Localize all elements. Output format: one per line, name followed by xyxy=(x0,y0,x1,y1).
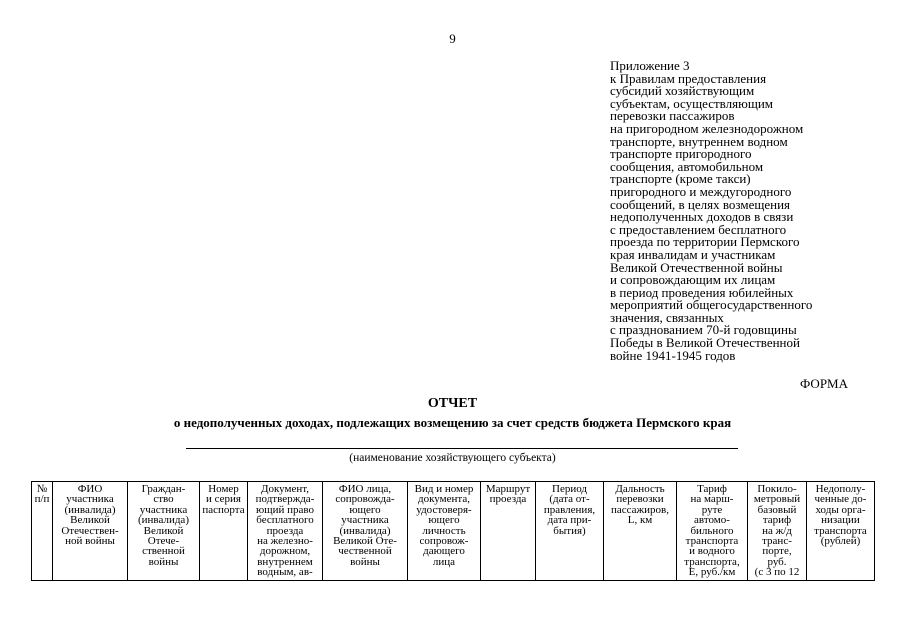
appendix-line: с предоставлением бесплатного xyxy=(610,221,787,237)
appendix-line: субъектам, осуществляющим xyxy=(610,95,774,111)
appendix-line: в период проведения юбилейных xyxy=(610,284,794,300)
appendix-line: недополученных доходов в связи xyxy=(610,209,794,225)
appendix-line: с празднованием 70-й годовщины xyxy=(610,322,797,338)
appendix-line: Приложение 3 xyxy=(610,58,690,73)
table-header-cell: Документ, подтвержда- ющий право бесплатного проезда на железно- дорожном, внутреннем водным, ав- xyxy=(248,482,323,581)
appendix-line: и сопровождающим их лицам xyxy=(610,272,776,288)
form-label: ФОРМА xyxy=(800,376,848,391)
appendix-line: пригородного и междугородного xyxy=(610,183,792,199)
report-table xyxy=(31,481,875,581)
table-header-cell: Недополу- ченные до- ходы орга- низации транспорта (рублей) xyxy=(807,482,875,581)
appendix-line: войне 1941-1945 годов xyxy=(610,347,736,363)
table-header-cell: ФИО участника (инвалида) Великой Отечествен- ной войны xyxy=(53,482,128,581)
appendix-line: на пригородном железнодорожном xyxy=(610,120,804,136)
appendix-line: Великой Отечественной войны xyxy=(610,259,783,275)
page-number: 9 xyxy=(449,31,456,46)
table-header-row xyxy=(32,482,875,581)
report-subtitle: о недополученных доходах, подлежащих возмещению за счет средств бюджета Пермского края xyxy=(173,415,732,430)
appendix-line: значения, связанных xyxy=(610,309,724,325)
appendix-line: сообщений, в целях возмещения xyxy=(610,196,791,212)
appendix-line: Победы в Великой Отечественной xyxy=(610,335,800,351)
table-header-cell: Граждан- ство участника (инвалида) Великой Отече- ственной войны xyxy=(128,482,200,581)
appendix-line: транспорте пригородного xyxy=(610,146,752,162)
appendix-block xyxy=(610,60,870,362)
entity-name-caption: (наименование хозяйствующего субъекта) xyxy=(349,452,556,464)
table-header-cell: ФИО лица, сопровожда- ющего участника (инвалида) Великой Оте- чественной войны xyxy=(323,482,408,581)
appendix-line: сообщения, автомобильном xyxy=(610,158,764,174)
table-header-cell: Маршрут проезда xyxy=(481,482,536,581)
appendix-line: мероприятий общегосударственного xyxy=(610,297,813,313)
table-header-cell: Дальность перевозки пассажиров, L, км xyxy=(604,482,677,581)
table-header-cell: № п/п xyxy=(32,482,53,581)
appendix-line: транспорте (кроме такси) xyxy=(610,171,751,187)
appendix-line: субсидий хозяйствующим xyxy=(610,83,755,99)
appendix-line: транспорте, внутреннем водном xyxy=(610,133,788,149)
table-header-cell: Период (дата от- правления, дата при- бытия) xyxy=(536,482,604,581)
table-header-cell: Тариф на марш- руте автомо- бильного транспорта и водного транспорта, E, руб./км xyxy=(677,482,748,581)
report-title: ОТЧЕТ xyxy=(427,396,478,411)
entity-name-line xyxy=(186,448,738,449)
appendix-line: к Правилам предоставления xyxy=(610,70,767,86)
table-header-cell: Вид и номер документа, удостоверя- ющего личность сопровож- дающего лица xyxy=(408,482,481,581)
appendix-line: края инвалидам и участникам xyxy=(610,246,776,262)
appendix-line: проезда по территории Пермского xyxy=(610,234,800,250)
table-header-cell: Номер и серия паспорта xyxy=(200,482,248,581)
appendix-line: перевозки пассажиров xyxy=(610,108,735,124)
table-header-cell: Покило- метровый базовый тариф на ж/д транс- порте, руб. (с 3 по 12 xyxy=(748,482,807,581)
